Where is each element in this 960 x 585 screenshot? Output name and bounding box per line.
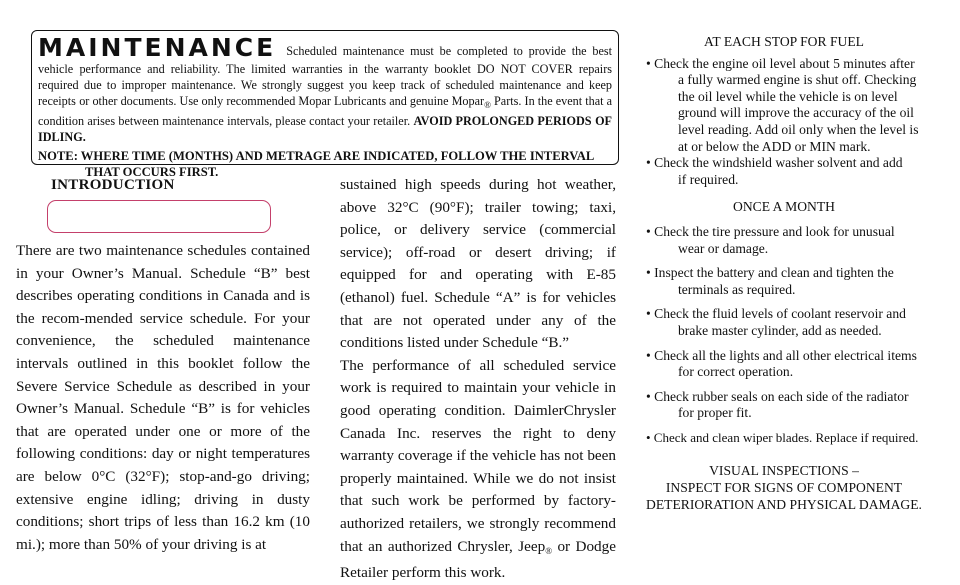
monthly-check-seals: • Check rubber seals on each side of the radiator for proper fit. xyxy=(646,388,909,421)
checklist-column xyxy=(646,34,922,513)
registered-mark-jeep: ® xyxy=(545,545,553,556)
fuel-check-washer: • Check the windshield washer solvent and add if required. xyxy=(646,155,903,187)
maintenance-text-line6: OF IDLING. xyxy=(38,114,613,144)
performance-paragraph: The performance of all scheduled service work is required to maintain your vehicle in good operating condition. DaimlerChrysler Canada Inc. reserves the right to deny warranty coverage if the vehicle has not been properly maintained. While we do not insist that such work be performed by factory-authorized retailers, we strongly recommend that an authorized Chrysler, Jeep$_®$ or Dodge Retailer perform this work. xyxy=(340,356,616,582)
maintenance-text-line3: due to improper maintenance. We strongly suggest you keep track of scheduled maintenance and keep receipts xyxy=(38,78,613,108)
fuel-stop-heading: AT EACH STOP FOR FUEL xyxy=(704,34,864,49)
visual-inspection-line1: VISUAL INSPECTIONS – xyxy=(709,463,859,479)
registered-mark: ® xyxy=(484,100,491,110)
note-line2: THAT OCCURS FIRST. xyxy=(85,165,219,179)
maintenance-paragraph xyxy=(38,35,612,145)
maintenance-notice-box xyxy=(31,30,619,179)
fuel-check-oil: • Check the engine oil level about 5 minutes after a fully warmed engine is shut off. Checking the oil level while the vehicle is on level ground will improve the accuracy of the oil level reading. Add oil only when the level is at or below the ADD or MIN mark. xyxy=(646,55,919,154)
monthly-check-lights: • Check all the lights and all other electrical items for correct operation. xyxy=(646,347,917,380)
blank-entry-box xyxy=(47,200,271,233)
monthly-check-battery: • Inspect the battery and clean and tighten the terminals as required. xyxy=(646,265,894,297)
introduction-column-1: There are two maintenance schedules contained in your Owner’s Manual. Schedule “B” best describes operating conditions in Canada and is the recom-mended service schedule. For your convenience, the scheduled maintenance intervals outlined in this booklet follow the Severe Service Schedule as described in your Owner’s Manual. Schedule “B” is for vehicles that are operated under one or more of the following conditions: day or night temperatures are below 0°C (32°F); stop-and-go driving; extensive engine idling; driving in dusty conditions; short trips of less than 16.2 km (10 mi.); more than 50% of your driving is at xyxy=(16,242,310,553)
maintenance-title: MAINTENANCE xyxy=(38,33,277,62)
monthly-check-wipers: • Check and clean wiper blades. Replace if required. xyxy=(646,429,919,445)
visual-inspection-line2: INSPECT FOR SIGNS OF COMPONENT xyxy=(665,480,903,496)
maintenance-text-line5: condition arises between maintenance intervals, please contact your retailer. AVOID PROLONGED PERIODS xyxy=(38,114,592,128)
introduction-column-2 xyxy=(340,174,616,585)
monthly-heading: ONCE A MONTH xyxy=(733,199,835,215)
introduction-heading: INTRODUCTION xyxy=(51,177,175,193)
avoid-idling-warning: AVOID PROLONGED PERIODS xyxy=(413,114,592,128)
visual-inspection-line3: DETERIORATION AND PHYSICAL DAMAGE. xyxy=(646,496,922,512)
note-line1: NOTE: WHERE TIME (MONTHS) AND METRAGE ARE INDICATED, FOLLOW THE INTERVAL xyxy=(38,149,595,163)
maintenance-text-line4: or other documents. Use only recommended Mopar Lubricants and genuine Mopar$_®$ Parts. In the event that a xyxy=(79,94,612,110)
schedule-paragraph: sustained high speeds during hot weather, above 32°C (90°F); trailer towing; taxi, police, or delivery service (commercial service); off-road or desert driving; if equipped for and operating with E-85 (ethanol) fuel. Schedule “A” is for vehicles that are not operated under any of the conditions listed under Schedule “B.” xyxy=(340,176,616,352)
monthly-check-tires: • Check the tire pressure and look for unusual wear or damage. xyxy=(646,223,895,256)
maintenance-text-line2: performance and reliability. The limited warranties in the warranty booklet DO NOT COVER repairs required xyxy=(38,62,612,92)
maintenance-text-line1: Scheduled maintenance must be completed to provide the best vehicle xyxy=(38,44,612,76)
monthly-check-fluids: • Check the fluid levels of coolant reservoir and brake master cylinder, add as needed. xyxy=(646,306,906,338)
